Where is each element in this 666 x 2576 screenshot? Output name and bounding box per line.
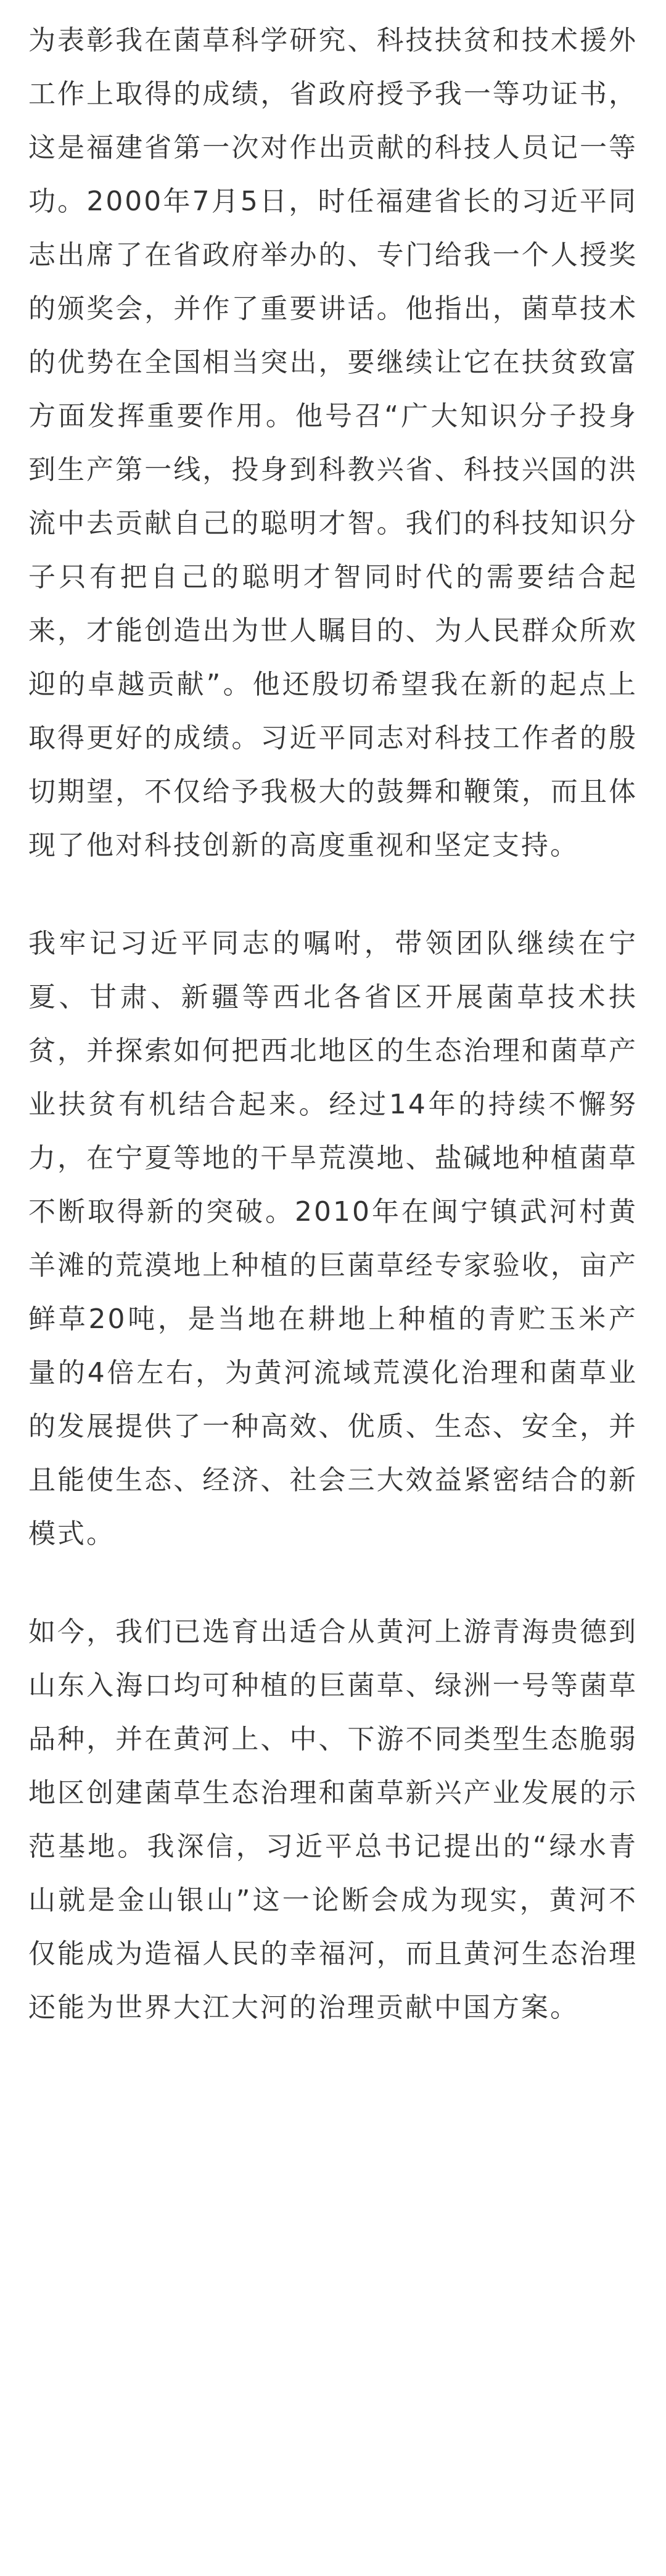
paragraph-3: 如今，我们已选育出适合从黄河上游青海贵德到山东入海口均可种植的巨菌草、绿洲一号等菌草品种，并在黄河上、中、下游不同类型生态脆弱地区创建菌草生态治理和菌草新兴产业发展的示范基地。我深信，习近平总书记提出的“绿水青山就是金山银山”这一论断会成为现实，黄河不仅能成为造福人民的幸福河，而且黄河生态治理还能为世界大江大河的治理贡献中国方案。 xyxy=(28,1616,638,2023)
paragraph-1: 为表彰我在菌草科学研究、科技扶贫和技术援外工作上取得的成绩，省政府授予我一等功证书，这是福建省第一次对作出贡献的科技人员记一等功。2000年7月5日，时任福建省长的习近平同志出席了在省政府举办的、专门给我一个人授奖的颁奖会，并作了重要讲话。他指出，菌草技术的优势在全国相当突出，要继续让它在扶贫致富方面发挥重要作用。他号召“广大知识分子投身到生产第一线，投身到科教兴省、科技兴国的洪流中去贡献自己的聪明才智。我们的科技知识分子只有把自己的聪明才智同时代的需要结合起来，才能创造出为世人瞩目的、为人民群众所欢迎的卓越贡献”。他还殷切希望我在新的起点上取得更好的成绩。习近平同志对科技工作者的殷切期望，不仅给予我极大的鼓舞和鞭策，而且体现了他对科技创新的高度重视和坚定支持。 xyxy=(28,25,638,861)
paragraph-2: 我牢记习近平同志的嘱咐，带领团队继续在宁夏、甘肃、新疆等西北各省区开展菌草技术扶贫，并探索如何把西北地区的生态治理和菌草产业扶贫有机结合起来。经过14年的持续不懈努力，在宁夏等地的干旱荒漠地、盐碱地种植菌草不断取得新的突破。2010年在闽宁镇武河村黄羊滩的荒漠地上种植的巨菌草经专家验收，亩产鲜草20吨，是当地在耕地上种植的青贮玉米产量的4倍左右，为黄河流域荒漠化治理和菌草业的发展提供了一种高效、优质、生态、安全，并且能使生态、经济、社会三大效益紧密结合的新模式。 xyxy=(28,928,638,1550)
